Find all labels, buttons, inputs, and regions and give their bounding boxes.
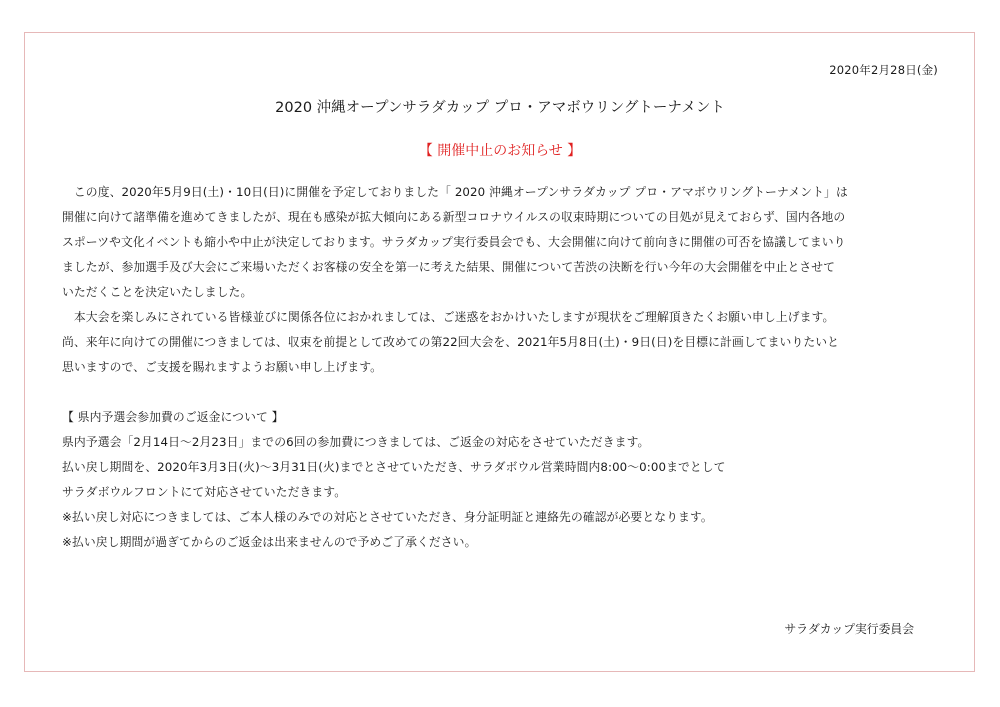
paragraph-line: 開催に向けて諸準備を進めてきましたが、現在も感染が拡大傾向にある新型コロナウイルスの収束時期についての目処が見えておらず、国内各地の xyxy=(62,210,846,224)
refund-line: サラダボウルフロントにて対応させていただきます。 xyxy=(62,485,347,499)
document-title: 2020 沖縄オープンサラダカップ プロ・アマボウリングトーナメント xyxy=(275,100,725,116)
paragraph-line: いただくことを決定いたしました。 xyxy=(62,285,253,299)
paragraph-line: 尚、来年に向けての開催につきましては、収束を前提として改めての第22回大会を、2021年5月8日(土)・9日(日)を目標に計画してまいりたいと xyxy=(62,335,840,349)
paragraph-line: ましたが、参加選手及び大会にご来場いただくお客様の安全を第一に考えた結果、開催について苦渋の決断を行い今年の大会開催を中止とさせて xyxy=(62,260,836,274)
refund-line: ※払い戻し期間が過ぎてからのご返金は出来ませんので予めご了承ください。 xyxy=(62,535,477,549)
paragraph-line: スポーツや文化イベントも縮小や中止が決定しております。サラダカップ実行委員会でも、大会開催に向けて前向きに開催の可否を協議してまいり xyxy=(62,235,846,249)
paragraph-line: 思いますので、ご支援を賜れますようお願い申し上げます。 xyxy=(62,360,383,374)
organizer-signature: サラダカップ実行委員会 xyxy=(784,622,914,636)
paragraph-line: この度、2020年5月9日(土)・10日(日)に開催を予定しておりました「 2020 沖縄オープンサラダカップ プロ・アマボウリングトーナメント」は xyxy=(62,185,848,199)
refund-section-heading: 【 県内予選会参加費のご返金について 】 xyxy=(62,410,284,424)
refund-line: ※払い戻し対応につきましては、ご本人様のみでの対応とさせていただき、身分証明証と連絡先の確認が必要となります。 xyxy=(62,510,713,524)
paragraph-line: 本大会を楽しみにされている皆様並びに関係各位におかれましては、ご迷惑をおかけいたしますが現状をご理解頂きたくお願い申し上げます。 xyxy=(62,310,835,324)
document-date: 2020年2月28日(金) xyxy=(829,63,938,77)
document-body xyxy=(62,180,942,555)
section-spacer xyxy=(62,380,942,405)
cancellation-notice-heading: 【 開催中止のお知らせ 】 xyxy=(418,143,582,159)
refund-line: 払い戻し期間を、2020年3月3日(火)～3月31日(火)までとさせていただき、サラダボウル営業時間内8:00～0:00までとして xyxy=(62,460,726,474)
refund-line: 県内予選会「2月14日～2月23日」までの6回の参加費につきましては、ご返金の対応をさせていただきます。 xyxy=(62,435,650,449)
